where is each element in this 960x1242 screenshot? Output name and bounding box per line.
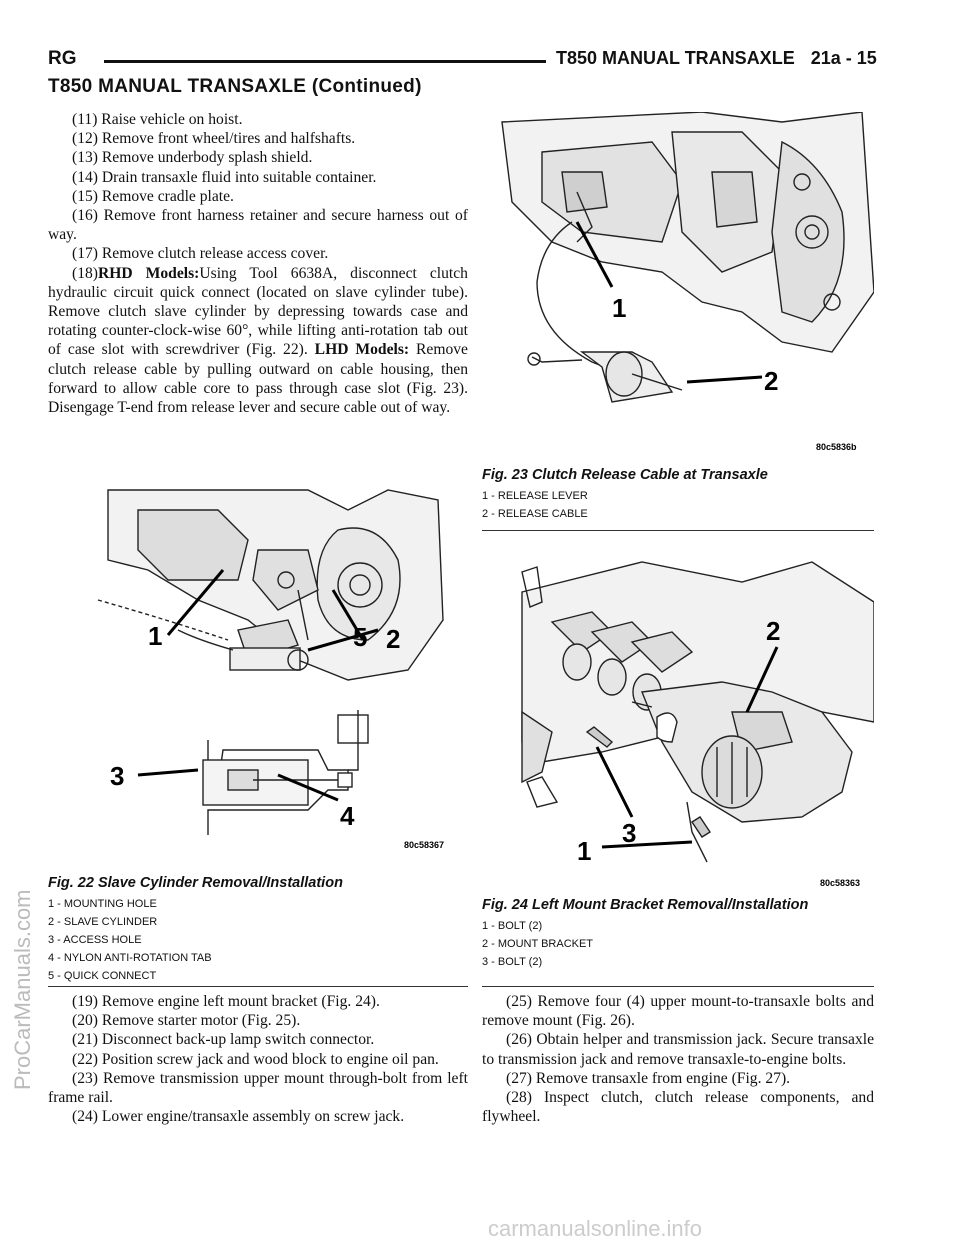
legend-item: 3 - ACCESS HOLE — [48, 934, 142, 946]
header-right — [556, 48, 877, 69]
figure-23-caption: Fig. 23 Clutch Release Cable at Transaxle — [482, 467, 768, 483]
side-watermark: ProCarManuals.com — [10, 889, 35, 1090]
section-title: T850 MANUAL TRANSAXLE (Continued) — [48, 76, 422, 97]
callout-1: 1 — [577, 836, 592, 866]
steps-top — [48, 110, 468, 417]
figure-22-code: 80c58367 — [404, 840, 445, 850]
legend-item: 5 - QUICK CONNECT — [48, 970, 157, 982]
figure-24-caption: Fig. 24 Left Mount Bracket Removal/Installation — [482, 897, 809, 913]
step-25: (25) Remove four (4) upper mount-to-transaxle bolts and remove mount (Fig. 26). — [482, 993, 874, 1030]
lhd-text: Remove clutch release cable by pulling outward on cable housing, then forward to allow cable core to pass through case slot (Fig. 23). Disengage T-end from release lever and secure cable out of way. — [48, 341, 468, 417]
figure-24 — [482, 542, 874, 987]
header-title: T850 MANUAL TRANSAXLE — [556, 48, 795, 68]
rhd-label: RHD Models: — [97, 264, 200, 282]
step-16: (16) Remove front harness retainer and secure harness out of way. — [48, 207, 468, 244]
figure-22-legend — [48, 895, 468, 985]
figure-24-legend — [482, 917, 874, 971]
legend-item: 3 - BOLT (2) — [482, 956, 543, 968]
step-24: (24) Lower engine/transaxle assembly on screw jack. — [72, 1108, 405, 1126]
step-18-num: (18) — [72, 264, 98, 282]
legend-item: 2 - SLAVE CYLINDER — [48, 916, 158, 928]
legend-item: 1 - BOLT (2) — [482, 920, 543, 932]
step-17: (17) Remove clutch release access cover. — [72, 245, 329, 263]
step-22: (22) Position screw jack and wood block to engine oil pan. — [72, 1050, 439, 1068]
legend-item: 1 - MOUNTING HOLE — [48, 898, 157, 910]
figure-22 — [48, 470, 468, 987]
step-20: (20) Remove starter motor (Fig. 25). — [72, 1012, 301, 1030]
step-15: (15) Remove cradle plate. — [72, 187, 234, 205]
step-23: (23) Remove transmission upper mount through-bolt from left frame rail. — [48, 1069, 468, 1107]
step-19: (19) Remove engine left mount bracket (Fig. 24). — [72, 993, 380, 1010]
figure-23-legend — [482, 487, 874, 523]
step-26: (26) Obtain helper and transmission jack. Secure transaxle to transmission jack and remove transaxle-to-engine bolts. — [482, 1031, 874, 1068]
step-13: (13) Remove underbody splash shield. — [72, 149, 313, 167]
step-28: (28) Inspect clutch, clutch release components, and flywheel. — [482, 1089, 874, 1126]
callout-3: 3 — [110, 761, 125, 791]
step-18 — [48, 264, 468, 418]
header-section-code: RG — [48, 48, 77, 69]
step-21: (21) Disconnect back-up lamp switch connector. — [72, 1031, 375, 1049]
legend-item: 2 - RELEASE CABLE — [482, 508, 588, 520]
legend-item: 1 - RELEASE LEVER — [482, 490, 588, 502]
callout-2: 2 — [764, 366, 779, 396]
figure-23-code: 80c5836b — [816, 442, 857, 452]
step-27: (27) Remove transaxle from engine (Fig. 27). — [506, 1069, 791, 1087]
figure-24-illustration — [482, 542, 874, 892]
bottom-watermark: carmanualsonline.info — [488, 1216, 703, 1241]
callout-1: 1 — [612, 293, 627, 323]
legend-item: 4 - NYLON ANTI-ROTATION TAB — [48, 952, 212, 964]
steps-right-bottom — [482, 992, 874, 1126]
callout-4: 4 — [340, 801, 355, 831]
figure-23-illustration — [482, 112, 874, 462]
lhd-label: LHD Models: — [314, 341, 410, 359]
figure-22-caption: Fig. 22 Slave Cylinder Removal/Installation — [48, 875, 343, 891]
callout-2: 2 — [386, 624, 401, 654]
callout-1: 1 — [148, 621, 163, 651]
figure-23 — [482, 112, 874, 531]
callout-2: 2 — [766, 616, 781, 646]
callout-5: 5 — [353, 622, 368, 652]
legend-item: 2 - MOUNT BRACKET — [482, 938, 594, 950]
figure-22-illustration — [48, 470, 468, 870]
step-14: (14) Drain transaxle fluid into suitable container. — [72, 168, 377, 186]
figure-24-code: 80c58363 — [820, 878, 861, 888]
step-12: (12) Remove front wheel/tires and halfshafts. — [72, 130, 356, 148]
step-11: (11) Raise vehicle on hoist. — [72, 111, 243, 128]
rhd-text: Using Tool 6638A, disconnect clutch hydraulic circuit quick connect (located on slave cylinder tube). Remove clutch slave cylinder by depressing towards case and rotating counter-clock-wise 60°, while lifting anti-rotation tab out of case slot with screwdriver (Fig. 22). — [48, 264, 468, 359]
callout-3: 3 — [622, 818, 637, 848]
header-rule — [104, 60, 546, 63]
steps-left-bottom — [48, 992, 468, 1126]
page-number: 21a - 15 — [810, 48, 877, 68]
